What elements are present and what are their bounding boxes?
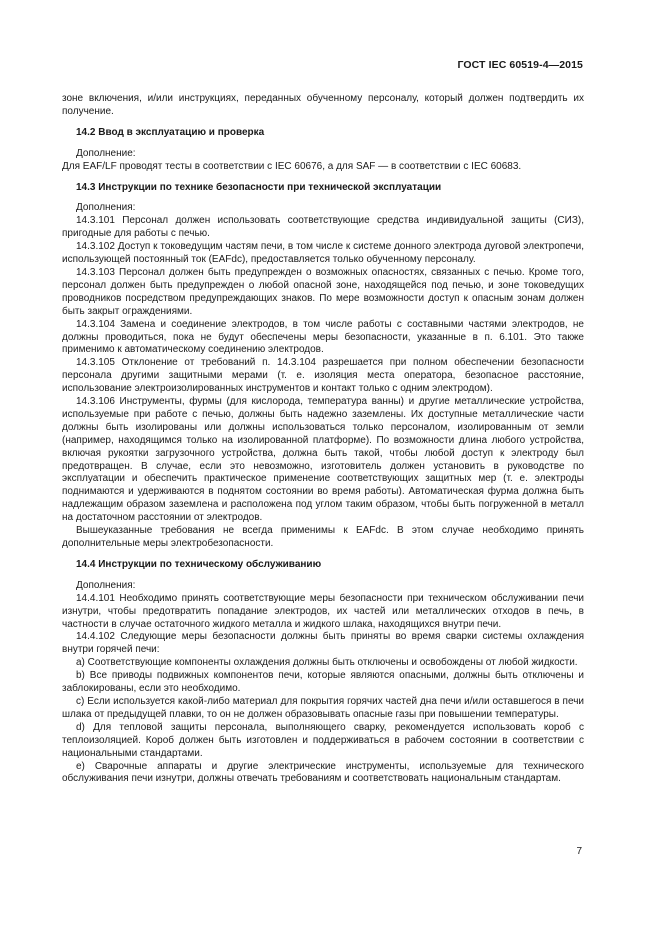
page-number: 7 xyxy=(576,846,582,857)
clause-14-3-102: 14.3.102 Доступ к токоведущим частям печи, в том числе к системе донного электрода дуговой электропечи, использующей постоянный ток (EAFdc), предоставляется только обученному персоналу. xyxy=(62,241,584,266)
list-item-e: e) Сварочные аппараты и другие электрические инструменты, используемые для технического обслуживания печи изнутри, должны отвечать требованиям и соответствовать национальным стандартам. xyxy=(62,760,584,785)
paragraph: Вышеуказанные требования не всегда применимы к EAFdc. В этом случае необходимо принять дополнительные меры электробезопасности. xyxy=(62,525,584,549)
paragraph: зоне включения, и/или инструкциях, переданных обученному персоналу, который должен подтвердить их получение. xyxy=(62,93,584,117)
clause-14-3-105: 14.3.105 Отклонение от требований п. 14.3.104 разрешается при полном обеспечении безопасности персонала другими защитными мерами (т. е. изоляция места оператора, безопасное расстояние, использование электроизолированных инструментов и контакт только с одним электродом). xyxy=(62,357,584,395)
section-heading-14-2: 14.2 Ввод в эксплуатацию и проверка xyxy=(76,126,265,138)
section-heading-14-3: 14.3 Инструкции по технике безопасности при технической эксплуатации xyxy=(76,181,442,193)
list-item-c: c) Если используется какой-либо материал для покрытия горячих частей дна печи и/или оставшегося в печи шлака от предыдущей плавки, то он не должен образовывать опасные газы при повышении температуры. xyxy=(62,695,584,720)
paragraph: Для EAF/LF проводят тесты в соответствии с IEC 60676, а для SAF — в соответствии с IEC 60683. xyxy=(62,160,522,172)
clause-14-3-106: 14.3.106 Инструменты, фурмы (для кислорода, температура ванны) и другие металлические устройства, используемые при работе с печью, должны быть надежно заземлены. Их доступные металлические части должны быть изолированы или должны использоваться только персоналом, изолированным от земли (например, находящимся только на изолированной платформе). По возможности длина любого устройства, включая рукоятки загрузочного устройства, должна быть такой, чтобы любой доступ к электроду был предотвращен. В случае, если это невозможно, изготовитель должен установить в руководстве по эксплуатации и обеспечить практическое применение соответствующих защитных мер (т. е. электроды поднимаются и удерживаются в поднятом состоянии во время работы). Автоматическая фурма должна быть надлежащим образом заземлена и расположена под углом таким образом, чтобы быть погруженной в металл на достаточном расстоянии от электродов. xyxy=(62,396,584,524)
list-item-b: b) Все приводы подвижных компонентов печи, которые являются опасными, должны быть отключены и заблокированы, если это необходимо. xyxy=(62,670,584,695)
clause-14-4-101: 14.4.101 Необходимо принять соответствующие меры безопасности при техническом обслуживании печи изнутри, чтобы предотвратить попадание электродов, их частей или металлических отходов в печь, в частности в случае остаточного жидкого металла и жидкого шлака, находящихся внутри печи. xyxy=(62,592,584,630)
clause-14-3-103: 14.3.103 Персонал должен быть предупрежден о возможных опасностях, связанных с печью. Кроме того, персонал должен быть предупрежден о любой опасной зоне, находящейся под печью, и зоне токоведущих проводников посредством предупреждающих знаков. По мере возможности доступ к опасным зонам должен быть закрыт ограждениями. xyxy=(62,266,584,317)
standard-header: ГОСТ IEC 60519-4—2015 xyxy=(457,59,583,71)
document-body xyxy=(62,93,584,786)
clause-14-3-101: 14.3.101 Персонал должен использовать соответствующие средства индивидуальной защиты (СИЗ), пригодные для работы с печью. xyxy=(62,215,584,240)
list-item-d: d) Для тепловой защиты персонала, выполняющего сварку, рекомендуется использовать короб с теплоизоляцией. Короб должен быть изготовлен и поддерживаться в рабочем состоянии в соответствии с национальными стандартами. xyxy=(62,721,584,759)
list-item-a: а) Соответствующие компоненты охлаждения должны быть отключены и освобождены от любой жидкости. xyxy=(76,657,578,669)
clause-14-3-104: 14.3.104 Замена и соединение электродов, в том числе работы с составными частями электродов, не должны проводиться, пока не будут обеспечены меры безопасности, указанные в п. 6.101. Это также применимо к автоматическому соединению электродов. xyxy=(62,318,584,356)
clause-14-4-102: 14.4.102 Следующие меры безопасности должны быть приняты во время сварки системы охлаждения внутри горячей печи: xyxy=(62,631,584,656)
paragraph: Дополнения: xyxy=(76,579,136,591)
section-heading-14-4: 14.4 Инструкции по техническому обслуживанию xyxy=(76,558,322,570)
paragraph: Дополнения: xyxy=(76,202,136,214)
paragraph: Дополнение: xyxy=(76,147,136,159)
